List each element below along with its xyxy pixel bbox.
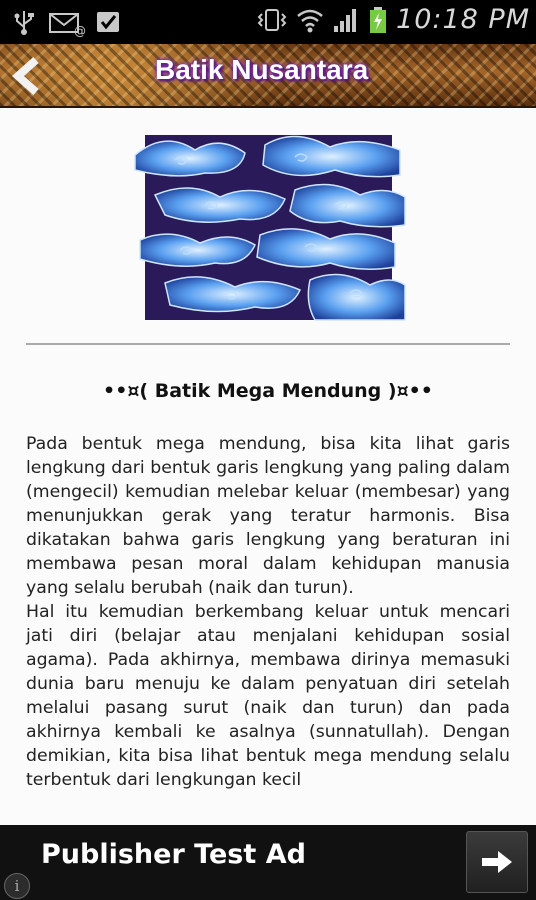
back-arrow-icon[interactable]: [6, 54, 46, 98]
clock: 10:18 PM: [396, 4, 530, 35]
signal-icon: [332, 6, 360, 34]
article-body: [26, 432, 510, 792]
vibrate-icon: [256, 6, 288, 34]
article-paragraph: Pada bentuk mega mendung, bisa kita lihat garis lengkung dari bentuk garis lengkung yang paling dalam (mengecil) kemudian melebar keluar (membesar) yang menunjukkan gerak yang teratur harmonis. Bisa dikatakan bahwa garis lengkung yang beraturan ini membawa pesan moral dalam kehidupan manusia yang selalu berubah (naik dan turun).: [26, 434, 510, 598]
battery-charging-icon: [368, 6, 388, 34]
status-bar: [0, 0, 536, 44]
svg-text:@: @: [74, 24, 86, 38]
app-header: [0, 44, 536, 108]
article-paragraph: Hal itu kemudian berkembang keluar untuk mencari jati diri (belajar atau menjalani kehidupan sosial agama). Pada akhirnya, membawa dirinya memasuki dunia baru menuju ke dalam penyatuan diri setelah melalui pasang surut (naik dan turun) dan pada akhirnya kembali ke asalnya (sunnatullah). Dengan demikian, kita bisa lihat bentuk mega mendung selalu terbentuk dari lengkungan kecil: [26, 602, 510, 790]
batik-mega-mendung-image: [145, 135, 392, 320]
app-title: Batik Nusantara: [155, 54, 369, 85]
ad-banner[interactable]: [0, 825, 536, 900]
article-title: ••¤( Batik Mega Mendung )¤••: [103, 380, 433, 402]
usb-icon: [10, 8, 38, 36]
ad-text[interactable]: Publisher Test Ad: [41, 839, 306, 870]
checkbox-icon: [94, 8, 122, 36]
info-icon[interactable]: i: [4, 873, 30, 899]
batik-pattern-graphic: [145, 135, 392, 320]
wifi-icon: [296, 6, 324, 34]
article-content[interactable]: [0, 108, 536, 825]
arrow-right-icon: [480, 848, 514, 876]
mail-icon: [48, 8, 84, 36]
divider: [26, 343, 510, 345]
ad-arrow-button[interactable]: [466, 831, 528, 893]
